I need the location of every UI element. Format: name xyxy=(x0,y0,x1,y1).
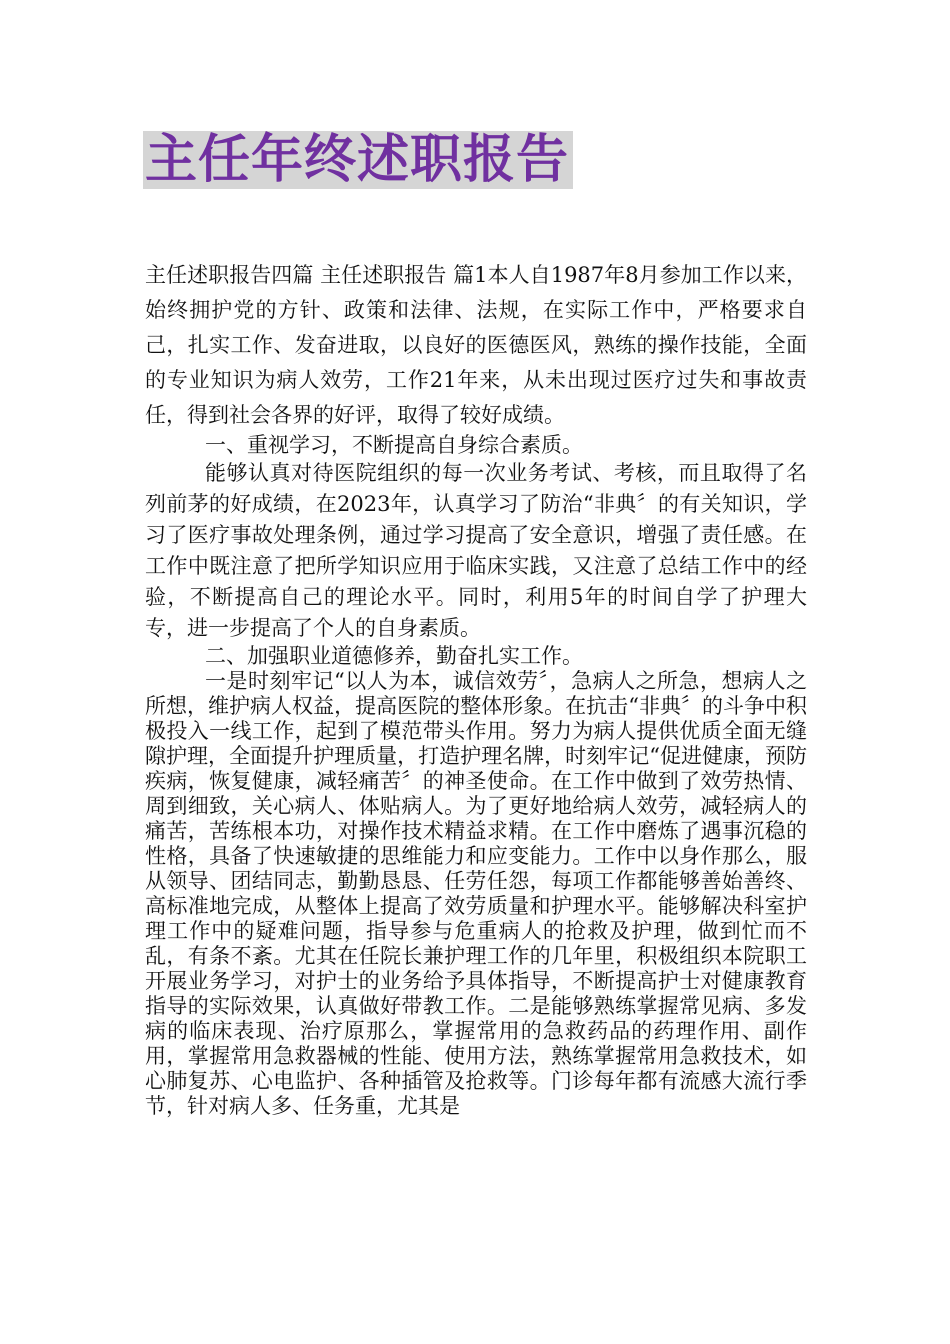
section-heading-1: 一、重视学习，不断提高自身综合素质。 xyxy=(205,433,583,457)
paragraph-intro: 主任述职报告四篇 主任述职报告 篇1本人自1987年8月参加工作以来，始终拥护党的方针、政策和法律、法规，在实际工作中，严格要求自己，扎实工作、发奋进取，以良好的医德医风，熟练的操作技能，全面的专业知识为病人效劳，工作21年来，从未出现过医疗过失和事故责任，得到社会各界的好评，取得了较好成绩。 xyxy=(145,263,807,427)
section-heading-2: 二、加强职业道德修养，勤奋扎实工作。 xyxy=(205,644,583,668)
paragraph-ethics: 一是时刻牢记“以人为本，诚信效劳〞，急病人之所急，想病人之所想，维护病人权益，提高医院的整体形象。在抗击“非典〞的斗争中积极投入一线工作，起到了模范带头作用。努力为病人提供优质全面无缝隙护理，全面提升护理质量，打造护理名牌，时刻牢记“促进健康，预防疾病，恢复健康，减轻痛苦〞的神圣使命。在工作中做到了效劳热情、周到细致，关心病人、体贴病人。为了更好地给病人效劳，减轻病人的痛苦，苦练根本功，对操作技术精益求精。在工作中磨炼了遇事沉稳的性格，具备了快速敏捷的思维能力和应变能力。工作中以身作那么，服从领导、团结同志，勤勤恳恳、任劳任怨，每项工作都能够善始善终、高标准地完成，从整体上提高了效劳质量和护理水平。能够解决科室护理工作中的疑难问题，指导参与危重病人的抢救及护理，做到忙而不乱，有条不紊。尤其在任院长兼护理工作的几年里，积极组织本院职工开展业务学习，对护士的业务给予具体指导，不断提高护士对健康教育指导的实际效果，认真做好带教工作。二是能够熟练掌握常见病、多发病的临床表现、治疗原那么，掌握常用的急救药品的药理作用、副作用，掌握常用急救器械的性能、使用方法，熟练掌握常用急救技术，如心肺复苏、心电监护、各种插管及抢救等。门诊每年都有流感大流行季节，针对病人多、任务重，尤其是 xyxy=(145,669,807,1118)
document-title: 主任年终述职报告 xyxy=(145,130,570,190)
document-body xyxy=(145,258,807,1119)
title-highlight xyxy=(143,131,573,189)
paragraph-study: 能够认真对待医院组织的每一次业务考试、考核，而且取得了名列前茅的好成绩，在2023年，认真学习了防治“非典〞的有关知识，学习了医疗事故处理条例，通过学习提高了安全意识，增强了责任感。在工作中既注意了把所学知识应用于临床实践，又注意了总结工作中的经验，不断提高自己的理论水平。同时，利用5年的时间自学了护理大专，进一步提高了个人的自身素质。 xyxy=(145,461,807,640)
